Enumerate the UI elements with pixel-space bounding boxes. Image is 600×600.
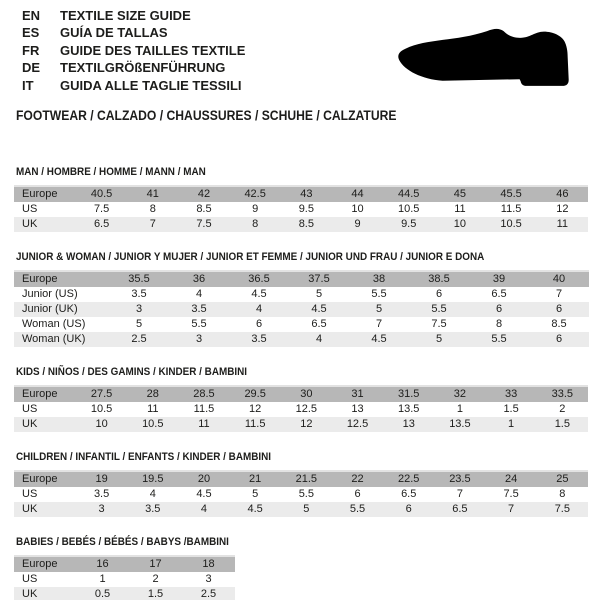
size-table — [14, 470, 588, 517]
size-cell: 13.5 — [449, 418, 471, 430]
size-cell: 5 — [303, 503, 310, 515]
row-label: Europe — [22, 273, 58, 285]
size-cell: 6 — [555, 333, 563, 345]
language-row-en — [22, 7, 600, 24]
size-cell: 38.5 — [428, 273, 450, 285]
row-label: UK — [22, 503, 38, 515]
size-cell: 5 — [135, 318, 143, 330]
size-cell: 24 — [504, 473, 518, 485]
size-cell: 11.5 — [244, 418, 266, 430]
row-label: US — [22, 203, 38, 215]
size-cell: 7.5 — [554, 503, 570, 515]
size-cell: 4.5 — [311, 303, 327, 315]
size-cell: 7 — [456, 488, 463, 500]
size-cell: 10.5 — [500, 218, 522, 230]
category-title: FOOTWEAR / CALZADO / CHAUSSURES / SCHUHE / CALZATURE — [16, 108, 397, 123]
size-table-title: KIDS / NIÑOS / DES GAMINS / KINDER / BAMBINI — [16, 366, 248, 378]
table-row — [14, 302, 589, 317]
size-cell: 6.5 — [452, 503, 468, 515]
size-cell: 6 — [495, 303, 503, 315]
size-cell: 38 — [372, 273, 386, 285]
size-cell: 7.5 — [93, 203, 110, 215]
size-cell: 4 — [149, 488, 156, 500]
table-row — [14, 332, 589, 347]
size-table — [14, 185, 588, 232]
row-label: US — [22, 488, 38, 500]
size-table-title: BABIES / BEBÉS / BÉBÉS / BABYS /BAMBINI — [16, 536, 229, 548]
size-cell: 28 — [146, 388, 159, 400]
row-label: Junior (US) — [22, 288, 78, 300]
size-table-title: JUNIOR & WOMAN / JUNIOR Y MUJER / JUNIOR ET FEMME / JUNIOR UND FRAU / JUNIOR E DONA — [16, 251, 485, 263]
size-table-title: CHILDREN / INFANTIL / ENFANTS / KINDER / BAMBINI — [16, 451, 272, 463]
size-cell: 43 — [300, 188, 313, 200]
size-cell: 36 — [192, 273, 206, 285]
row-label: Junior (UK) — [22, 303, 78, 315]
row-label: Europe — [22, 188, 58, 200]
table-row — [14, 202, 588, 217]
size-table-section — [14, 366, 588, 432]
size-cell: 5 — [435, 333, 443, 345]
size-cell: 4.5 — [196, 488, 212, 500]
row-label: UK — [22, 588, 38, 600]
size-cell: 17 — [149, 558, 162, 570]
size-cell: 5 — [252, 488, 259, 500]
size-table — [14, 270, 589, 347]
size-table — [14, 555, 235, 600]
size-cell: 6.5 — [491, 288, 507, 300]
size-cell: 37.5 — [308, 273, 330, 285]
size-cell: 3 — [195, 333, 203, 345]
size-cell: 1.5 — [554, 418, 570, 430]
table-row — [14, 186, 588, 202]
size-cell: 1.5 — [147, 588, 164, 600]
size-cell: 41 — [146, 188, 159, 200]
size-cell: 33.5 — [551, 388, 574, 400]
table-row — [14, 471, 588, 487]
size-cell: 21 — [249, 473, 262, 485]
language-code: FR — [22, 42, 40, 58]
language-code: IT — [22, 77, 34, 93]
size-cell: 22.5 — [398, 473, 420, 485]
size-cell: 44 — [351, 188, 364, 200]
table-row — [14, 217, 588, 232]
size-cell: 2 — [152, 573, 159, 585]
size-cell: 23.5 — [449, 473, 471, 485]
size-cell: 6.5 — [93, 218, 110, 230]
size-cell: 9.5 — [401, 218, 417, 230]
row-label: US — [22, 403, 38, 415]
size-cell: 5.5 — [191, 318, 207, 330]
size-cell: 8 — [252, 218, 259, 230]
language-code: EN — [22, 8, 41, 23]
size-cell: 3 — [98, 503, 105, 515]
size-cell: 1 — [456, 403, 463, 415]
size-cell: 19 — [95, 473, 108, 485]
size-cell: 1 — [99, 573, 106, 585]
size-cell: 3.5 — [191, 303, 207, 315]
size-cell: 19.5 — [142, 473, 164, 485]
language-code: ES — [22, 25, 40, 41]
size-cell: 6 — [405, 503, 412, 515]
size-cell: 13.5 — [398, 403, 420, 415]
size-cell: 9 — [252, 203, 259, 215]
size-cell: 25 — [556, 473, 569, 485]
row-label: Woman (US) — [22, 318, 86, 330]
size-cell: 5.5 — [431, 303, 447, 315]
size-cell: 4 — [195, 288, 203, 300]
language-guide-title: TEXTILE SIZE GUIDE — [60, 8, 191, 23]
size-cell: 3.5 — [145, 503, 161, 515]
row-label: Europe — [22, 473, 58, 485]
row-label: Europe — [22, 388, 58, 400]
size-cell: 5.5 — [298, 488, 314, 500]
row-label: Europe — [22, 558, 58, 570]
size-cell: 45 — [453, 188, 467, 200]
size-cell: 33 — [504, 388, 518, 400]
size-cell: 27.5 — [90, 388, 113, 400]
size-cell: 46 — [556, 188, 569, 200]
table-row — [14, 417, 588, 432]
row-label: UK — [22, 218, 38, 230]
size-cell: 18 — [202, 558, 215, 570]
size-cell: 4.5 — [251, 288, 267, 300]
table-row — [14, 271, 589, 287]
size-cell: 4.5 — [371, 333, 387, 345]
size-cell: 30 — [300, 388, 313, 400]
size-cell: 2.5 — [131, 333, 147, 345]
size-cell: 42 — [197, 188, 211, 200]
size-cell: 5.5 — [491, 333, 507, 345]
size-table-section — [14, 166, 588, 232]
size-cell: 2 — [559, 403, 566, 415]
size-cell: 8.5 — [551, 318, 567, 330]
size-cell: 8 — [149, 203, 156, 215]
size-cell: 5.5 — [349, 503, 366, 515]
table-row — [14, 386, 588, 402]
size-cell: 6 — [354, 488, 361, 500]
language-guide-title: TEXTILGRÖßENFÜHRUNG — [60, 60, 226, 76]
size-cell: 6.5 — [401, 488, 417, 500]
size-cell: 16 — [96, 558, 109, 570]
size-cell: 6 — [255, 318, 263, 330]
table-row — [14, 317, 589, 332]
size-cell: 3 — [135, 303, 143, 315]
size-cell: 4.5 — [247, 503, 263, 515]
size-table-section — [14, 536, 588, 600]
size-cell: 12.5 — [346, 418, 369, 430]
size-cell: 11.5 — [500, 203, 522, 215]
size-cell: 12 — [300, 418, 313, 430]
size-table-section — [14, 251, 588, 347]
size-cell: 11.5 — [193, 403, 215, 415]
table-row — [14, 556, 235, 572]
size-cell: 39 — [492, 273, 506, 285]
table-row — [14, 502, 588, 517]
size-cell: 7 — [149, 218, 156, 230]
size-cell: 12 — [556, 203, 569, 215]
size-cell: 8.5 — [196, 203, 212, 215]
table-row — [14, 587, 235, 600]
row-label: UK — [22, 418, 38, 430]
size-cell: 5.5 — [371, 288, 387, 300]
size-cell: 5 — [375, 303, 383, 315]
size-cell: 13 — [351, 403, 364, 415]
size-cell: 8.5 — [298, 218, 314, 230]
size-cell: 0.5 — [94, 588, 111, 600]
size-cell: 10.5 — [398, 203, 420, 215]
size-cell: 35.5 — [128, 273, 150, 285]
size-cell: 3.5 — [251, 333, 267, 345]
size-cell: 36.5 — [248, 273, 270, 285]
size-cell: 3.5 — [131, 288, 147, 300]
size-cell: 4 — [200, 503, 208, 515]
language-code: DE — [22, 60, 41, 76]
size-cell: 4 — [255, 303, 263, 315]
page-header — [0, 0, 600, 95]
language-guide-title: GUÍA DE TALLAS — [60, 25, 168, 41]
size-cell: 5 — [315, 288, 323, 300]
size-cell: 9 — [354, 218, 361, 230]
size-cell: 3 — [205, 573, 212, 585]
shoe-icon — [396, 26, 574, 88]
row-label: US — [22, 573, 38, 585]
size-cell: 9.5 — [298, 203, 314, 215]
table-row — [14, 572, 235, 587]
table-row — [14, 402, 588, 417]
size-cell: 28.5 — [193, 388, 215, 400]
size-cell: 10.5 — [90, 403, 113, 415]
size-cell: 11 — [147, 403, 159, 415]
size-cell: 21.5 — [295, 473, 318, 485]
size-cell: 10 — [453, 218, 467, 230]
size-cell: 20 — [197, 473, 211, 485]
size-cell: 7.5 — [503, 488, 519, 500]
language-guide-title: GUIDE DES TAILLES TEXTILE — [60, 42, 246, 58]
size-cell: 40.5 — [90, 188, 113, 200]
size-cell: 7.5 — [431, 318, 447, 330]
size-cell: 6 — [555, 303, 563, 315]
size-cell: 31 — [351, 388, 364, 400]
size-cell: 1 — [508, 418, 515, 430]
table-row — [14, 287, 589, 302]
size-cell: 6.5 — [311, 318, 327, 330]
size-cell: 8 — [559, 488, 566, 500]
size-cell: 12.5 — [295, 403, 318, 415]
size-cell: 32 — [453, 388, 467, 400]
size-cell: 7 — [508, 503, 515, 515]
row-label: Woman (UK) — [22, 333, 86, 345]
table-row — [14, 487, 588, 502]
size-cell: 3.5 — [93, 488, 110, 500]
size-cell: 10.5 — [142, 418, 164, 430]
size-cell: 6 — [435, 288, 443, 300]
size-cell: 10 — [95, 418, 108, 430]
size-cell: 10 — [351, 203, 364, 215]
language-guide-title: GUIDA ALLE TAGLIE TESSILI — [60, 77, 242, 93]
size-cell: 13 — [402, 418, 415, 430]
size-cell: 22 — [351, 473, 364, 485]
size-table-section — [14, 451, 588, 517]
size-cell: 12 — [249, 403, 262, 415]
size-cell: 8 — [495, 318, 503, 330]
size-cell: 11 — [198, 418, 210, 430]
size-cell: 29.5 — [244, 388, 266, 400]
size-tables — [0, 123, 600, 600]
size-cell: 11 — [556, 218, 569, 230]
size-cell: 42.5 — [244, 188, 266, 200]
size-cell: 7 — [555, 288, 563, 300]
size-cell: 44.5 — [398, 188, 420, 200]
size-cell: 1.5 — [503, 403, 519, 415]
size-table-title: MAN / HOMBRE / HOMME / MANN / MAN — [16, 166, 206, 178]
size-cell: 40 — [552, 273, 566, 285]
size-cell: 45.5 — [500, 188, 522, 200]
size-cell: 4 — [315, 333, 323, 345]
size-cell: 7 — [375, 318, 383, 330]
size-cell: 7.5 — [196, 218, 212, 230]
size-cell: 2.5 — [200, 588, 217, 600]
size-cell: 31.5 — [398, 388, 420, 400]
size-table — [14, 385, 588, 432]
size-cell: 11 — [454, 203, 466, 215]
